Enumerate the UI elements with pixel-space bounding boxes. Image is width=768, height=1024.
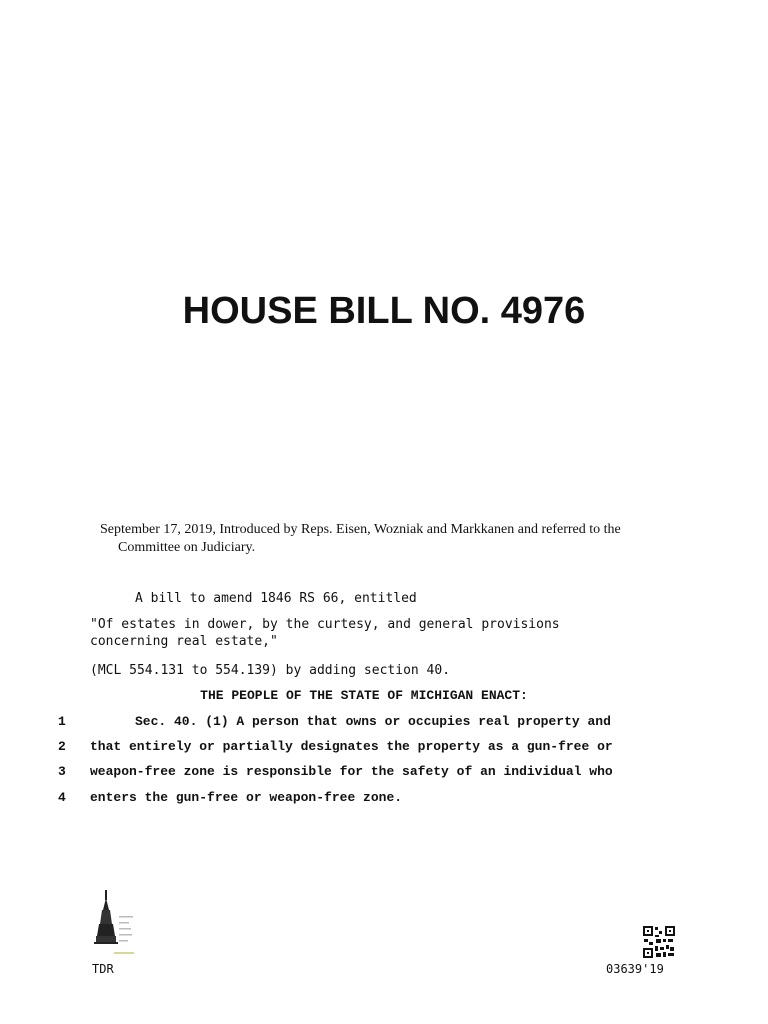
line-number: 4 [58,790,66,805]
line-number: 1 [58,714,66,729]
line-number: 3 [58,764,66,779]
introduction-line-1: September 17, 2019, Introduced by Reps. Eisen, Wozniak and Markkanen and referred to the [100,522,621,537]
entitled-text-line-1: "Of estates in dower, by the curtesy, and general provisions [90,617,560,632]
bill-body-line [0,714,768,732]
line-text: weapon-free zone is responsible for the safety of an individual who [90,764,613,779]
mcl-reference: (MCL 554.131 to 554.139) by adding section 40. [90,663,451,678]
line-text: enters the gun-free or weapon-free zone. [90,790,403,805]
capitol-logo-icon [92,888,152,958]
document-code: 03639'19 [606,962,664,976]
qr-code-icon [642,925,676,959]
bill-body-line [0,790,768,808]
line-text: Sec. 40. (1) A person that owns or occupies real property and [135,714,611,729]
enacting-clause: THE PEOPLE OF THE STATE OF MICHIGAN ENACT: [200,688,528,703]
bill-body-line [0,764,768,782]
introduction-note [100,521,680,557]
bill-body-line [0,739,768,757]
line-number: 2 [58,739,66,754]
line-text: that entirely or partially designates the property as a gun-free or [90,739,613,754]
bill-title: HOUSE BILL NO. 4976 [182,290,586,332]
amend-statement: A bill to amend 1846 RS 66, entitled [135,591,417,606]
drafter-initials: TDR [92,962,114,976]
introduction-line-2: Committee on Judiciary. [118,540,256,555]
entitled-text-line-2: concerning real estate," [90,634,278,649]
